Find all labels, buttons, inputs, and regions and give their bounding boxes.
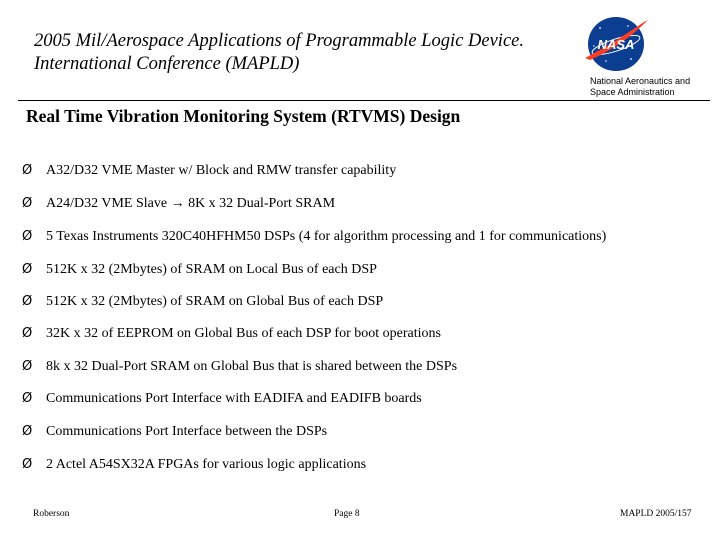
bullet-arrow-icon: Ø — [22, 196, 33, 211]
bullet-text: 32K x 32 of EEPROM on Global Bus of each DSP for boot operations — [46, 326, 441, 341]
bullet-item — [22, 294, 383, 310]
bullet-item — [22, 163, 396, 179]
bullet-arrow-icon: Ø — [22, 391, 33, 406]
bullet-text: 5 Texas Instruments 320C40HFHM50 DSPs (4 for algorithm processing and 1 for communications) — [46, 229, 607, 244]
bullet-item — [22, 391, 422, 407]
bullet-text: 2 Actel A54SX32A FPGAs for various logic applications — [46, 457, 367, 472]
bullet-text: A32/D32 VME Master w/ Block and RMW transfer capability — [46, 163, 397, 178]
bullet-item — [22, 457, 366, 473]
bullet-text: 512K x 32 (2Mbytes) of SRAM on Local Bus of each DSP — [46, 262, 377, 277]
bullet-item — [22, 229, 606, 245]
nasa-logo-text: NASA — [597, 37, 635, 52]
footer-author: Roberson — [33, 509, 70, 519]
bullet-item — [22, 424, 327, 440]
conference-title-line2: International Conference (MAPLD) — [34, 54, 300, 74]
bullet-arrow-icon: Ø — [22, 229, 33, 244]
bullet-text: 8k x 32 Dual-Port SRAM on Global Bus that is shared between the DSPs — [46, 359, 458, 374]
conference-title-line1: 2005 Mil/Aerospace Applications of Programmable Logic Device. — [34, 31, 524, 51]
bullet-text: Communications Port Interface between the DSPs — [46, 424, 328, 439]
bullet-text: A24/D32 VME Slave → 8K x 32 Dual-Port SRAM — [46, 196, 336, 211]
bullet-arrow-icon: Ø — [22, 359, 33, 374]
footer-page-number: Page 8 — [334, 509, 360, 519]
bullet-arrow-icon: Ø — [22, 294, 33, 309]
slide-title: Real Time Vibration Monitoring System (RTVMS) Design — [26, 106, 461, 126]
agency-name — [590, 76, 718, 98]
bullet-arrow-icon: Ø — [22, 424, 33, 439]
agency-name-line2: Space Administration — [590, 87, 675, 97]
bullet-item — [22, 196, 335, 212]
header-divider — [18, 100, 710, 101]
bullet-text: 512K x 32 (2Mbytes) of SRAM on Global Bus of each DSP — [46, 294, 384, 309]
bullet-item — [22, 262, 377, 278]
bullet-item — [22, 359, 457, 375]
nasa-logo-icon — [582, 14, 650, 74]
bullet-arrow-icon: Ø — [22, 262, 33, 277]
footer-reference: MAPLD 2005/157 — [620, 509, 692, 519]
bullet-arrow-icon: Ø — [22, 163, 33, 178]
bullet-text: Communications Port Interface with EADIFA and EADIFB boards — [46, 391, 422, 406]
bullet-item — [22, 326, 441, 342]
bullet-arrow-icon: Ø — [22, 326, 33, 341]
conference-title — [34, 30, 574, 76]
agency-name-line1: National Aeronautics and — [590, 76, 691, 86]
bullet-arrow-icon: Ø — [22, 457, 33, 472]
